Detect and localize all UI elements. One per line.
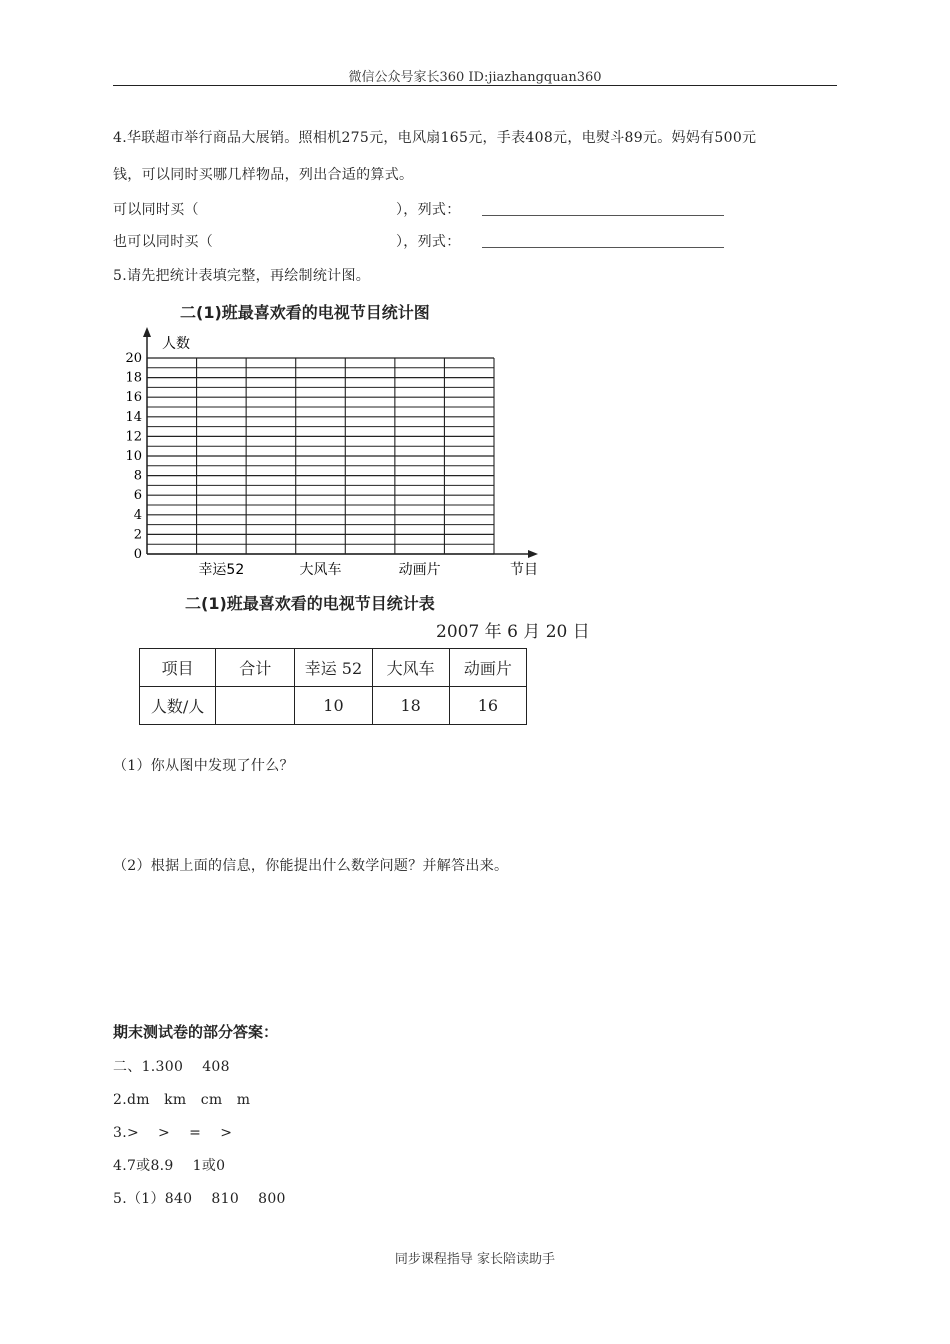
answer-line: 3.> > = > xyxy=(113,1125,233,1141)
y-axis-label: 人数 xyxy=(162,336,190,352)
y-tick-label: 18 xyxy=(125,370,142,386)
answer-line: 5.（1）840 810 800 xyxy=(113,1191,286,1207)
page-footer: 同步课程指导 家长陪读助手 xyxy=(394,1252,556,1267)
category-label: 动画片 xyxy=(398,562,441,578)
y-tick-label: 2 xyxy=(133,527,142,543)
q5-intro: 5.请先把统计表填完整，再绘制统计图。 xyxy=(113,268,371,284)
y-tick-labels xyxy=(125,351,142,562)
bar-chart xyxy=(110,322,550,582)
q4-line1: 4.华联超市举行商品大展销。照相机275元，电风扇165元，手表408元，电熨斗89元。妈妈有500元 xyxy=(113,130,757,146)
q4-row1-label: 可以同时买（ xyxy=(113,202,199,218)
header-cell: 动画片 xyxy=(449,649,526,687)
value-cell: 16 xyxy=(449,687,526,725)
y-tick-label: 4 xyxy=(133,507,142,523)
y-axis-arrow xyxy=(143,327,151,337)
q4-row2-close: ），列式： xyxy=(396,234,461,250)
q4-line2: 钱，可以同时买哪几样物品，列出合适的算式。 xyxy=(113,167,414,183)
header-divider xyxy=(113,85,837,86)
y-tick-label: 12 xyxy=(125,429,142,445)
y-tick-label: 10 xyxy=(125,449,142,464)
table-header-row xyxy=(140,649,527,687)
q4-row2-label: 也可以同时买（ xyxy=(113,234,214,250)
category-label: 大风车 xyxy=(299,562,342,578)
q4-row1-answer-line[interactable] xyxy=(482,199,724,216)
y-tick-label: 0 xyxy=(133,547,142,562)
answer-line: 二、1.300 408 xyxy=(113,1059,230,1075)
chart-grid xyxy=(147,358,494,554)
q5-sub1: （1）你从图中发现了什么？ xyxy=(113,758,294,774)
table-data-row xyxy=(140,687,527,725)
header-cell: 幸运 52 xyxy=(295,649,372,687)
y-tick-label: 14 xyxy=(125,409,142,425)
y-tick-label: 20 xyxy=(125,351,142,366)
answer-line: 4.7或8.9 1或0 xyxy=(113,1158,226,1174)
q5-sub2: （2）根据上面的信息，你能提出什么数学问题？并解答出来。 xyxy=(113,858,509,874)
header-cell: 项目 xyxy=(140,649,216,687)
q4-row1-close: ），列式： xyxy=(396,202,461,218)
category-label: 幸运52 xyxy=(198,562,245,578)
value-cell: 10 xyxy=(295,687,372,725)
page-header: 微信公众号家长360 ID:jiazhangquan360 xyxy=(348,70,602,85)
header-cell: 合计 xyxy=(216,649,295,687)
answers-title: 期末测试卷的部分答案： xyxy=(113,1023,279,1041)
answer-line: 2.dm km cm m xyxy=(113,1092,251,1108)
total-cell[interactable] xyxy=(216,687,295,725)
x-axis-arrow xyxy=(528,550,538,558)
category-labels xyxy=(198,561,440,578)
x-axis-label: 节目 xyxy=(510,562,538,578)
y-tick-label: 8 xyxy=(133,468,142,484)
value-cell: 18 xyxy=(372,687,449,725)
table-title: 二(1)班最喜欢看的电视节目统计表 xyxy=(185,594,435,613)
y-tick-label: 6 xyxy=(133,488,142,504)
table-date: 2007 年 6 月 20 日 xyxy=(436,622,590,642)
stat-table xyxy=(139,648,527,725)
y-tick-label: 16 xyxy=(125,390,142,406)
header-cell: 大风车 xyxy=(372,649,449,687)
chart-title: 二(1)班最喜欢看的电视节目统计图 xyxy=(180,303,430,322)
row-label-cell: 人数/人 xyxy=(140,687,216,725)
q4-row2-answer-line[interactable] xyxy=(482,231,724,248)
